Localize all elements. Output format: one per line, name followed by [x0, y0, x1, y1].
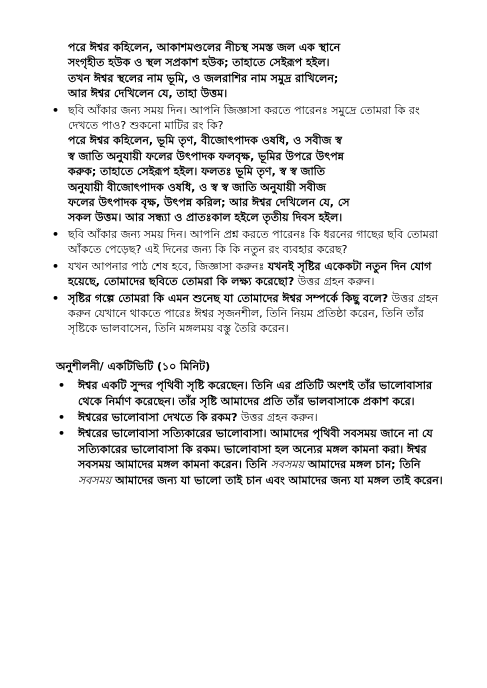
scripture-line: ফলের উৎপাদক বৃক্ষ, উৎপন্ন করিল; আর ঈশ্বর দেখিলেন যে, সে [68, 196, 350, 210]
bullet-icon: • [58, 379, 66, 393]
scripture-line: পরে ঈশ্বর কহিলেন, ভূমি তৃণ, বীজোৎপাদক ওষধি, ও সবীজ স্ব [68, 134, 342, 148]
intro-line-2: সংগৃহীত হউক ও স্থল সপ্রকাশ হউক; তাহাতে সেইরূপ হইল। [68, 56, 330, 70]
activity-text: আমাদের জন্য যা ভালো তাই চান এবং আমাদের জন্য যা মঙ্গল তাই করেন। [111, 473, 443, 487]
section-heading: অনুশীলনী/ একটিভিটি (১০ মিনিট) [56, 359, 211, 373]
question-text: সৃষ্টির গল্পে তোমরা কি এমন শুনেছ যা তোমাদের ঈশ্বর সম্পর্কে কিছু বলে? [68, 291, 389, 305]
activity-text: ঈশ্বর একটি সুন্দর পৃথিবী সৃষ্টি করেছেন। তিনি এর প্রতিটি অংশই তাঁর ভালোবাসার থেকে নির্মাণ করেছেন। তাঁর সৃষ্টি আমাদের প্রতি তাঁর ভালবাসাকে প্রকাশ করে। [78, 379, 433, 408]
bullet-icon: • [58, 410, 66, 424]
list-item [56, 426, 453, 488]
question-text: ঈশ্বরের ভালোবাসা দেখতে কি রকম? [78, 410, 238, 424]
section1-list [50, 103, 453, 337]
instruction-text: উত্তর গ্রহন করুন। [294, 275, 375, 289]
list-item [50, 259, 453, 290]
emphasis-text: সবসময় [78, 473, 112, 487]
bullet-icon: • [52, 259, 60, 273]
emphasis-text: সবসময় [270, 458, 304, 472]
scripture-line: অনুযায়ী বীজোৎপাদক ওষধি, ও স্ব স্ব জাতি অনুযায়ী সবীজ [68, 180, 326, 194]
instruction-text: উত্তর গ্রহন করুন যেখানে থাকতে পারেঃ ঈশ্বর সৃজনশীল, তিনি নিয়ম প্রতিষ্ঠা করেন, তিনি তাঁর সৃষ্টিকে ভালবাসেন, তিনি মঙ্গলময় বস্তু তৈরি করেন। [68, 291, 439, 336]
activity-text: ঈশ্বরের ভালোবাসা সত্যিকারের ভালোবাসা। আমাদের পৃথিবী সবসময় জানে না যে সত্যিকারের ভালোবাসা কি রকম। ভালোবাসা হল অন্যের মঙ্গল কামনা করা। ঈশ্বর সবসময় আমাদের মঙ্গল কামনা করেন। তিনি [78, 427, 433, 472]
intro-line-4: আর ঈশ্বর দেখিলেন যে, তাহা উত্তম। [68, 87, 228, 101]
bullet-icon: • [52, 103, 60, 117]
list-item [50, 227, 453, 258]
instruction-text: ছবি আঁকার জন্য সময় দিন। আপনি জিজ্ঞাসা করতে পারেনঃ সমুদ্রে তোমরা কি রং দেখতে পাও? শুকনো মাটির রং কি? [68, 103, 420, 133]
instruction-text: ছবি আঁকার জন্য সময় দিন। আপনি প্রশ্ন করতে পারেনঃ কি ধরনের গাছের ছবি তোমরা আঁকতে পেড়েছ? এই দিনের জন্য কি কি নতুন রং ব্যবহার করেছ? [68, 227, 438, 257]
instruction-text: যখন আপনার পাঠ শেষ হবে, জিজ্ঞাসা করুনঃ [68, 259, 268, 273]
bullet-icon: • [52, 227, 60, 241]
question-text: যখনই সৃষ্টির একেকটা নতুন দিন যোগ হয়েছে, তোমাদের ছবিতে তোমরা কি লক্ষ্য করেছো? [68, 259, 432, 289]
section2-list [56, 378, 453, 488]
list-item [56, 410, 453, 425]
intro-scripture [50, 40, 453, 102]
instruction-text: উত্তর গ্রহন করুন। [237, 410, 318, 424]
intro-line-1: পরে ঈশ্বর কহিলেন, আকাশমণ্ডলের নীচস্থ সমস্ত জল এক স্থানে [68, 41, 341, 54]
activity-text: আমাদের মঙ্গল চান; তিনি [303, 458, 421, 472]
scripture-line: সকল উত্তম। আর সন্ধ্যা ও প্রাতঃকাল হইলে তৃতীয় দিবস হইল। [68, 211, 343, 225]
list-item [56, 378, 453, 409]
intro-line-3: তখন ঈশ্বর স্থলের নাম ভূমি, ও জলরাশির নাম সমুদ্র রাখিলেন; [68, 71, 339, 85]
scripture-block [68, 133, 453, 225]
list-item [50, 291, 453, 337]
list-item [50, 103, 453, 226]
scripture-line: করুক; তাহাতে সেইরূপ হইল। ফলতঃ ভূমি তৃণ, স্ব স্ব জাতি [68, 165, 326, 179]
scripture-line: স্ব জাতি অনুযায়ী ফলের উৎপাদক ফলবৃক্ষ, ভূমির উপরে উৎপন্ন [68, 149, 344, 163]
bullet-icon: • [58, 427, 66, 441]
bullet-icon: • [52, 291, 60, 305]
